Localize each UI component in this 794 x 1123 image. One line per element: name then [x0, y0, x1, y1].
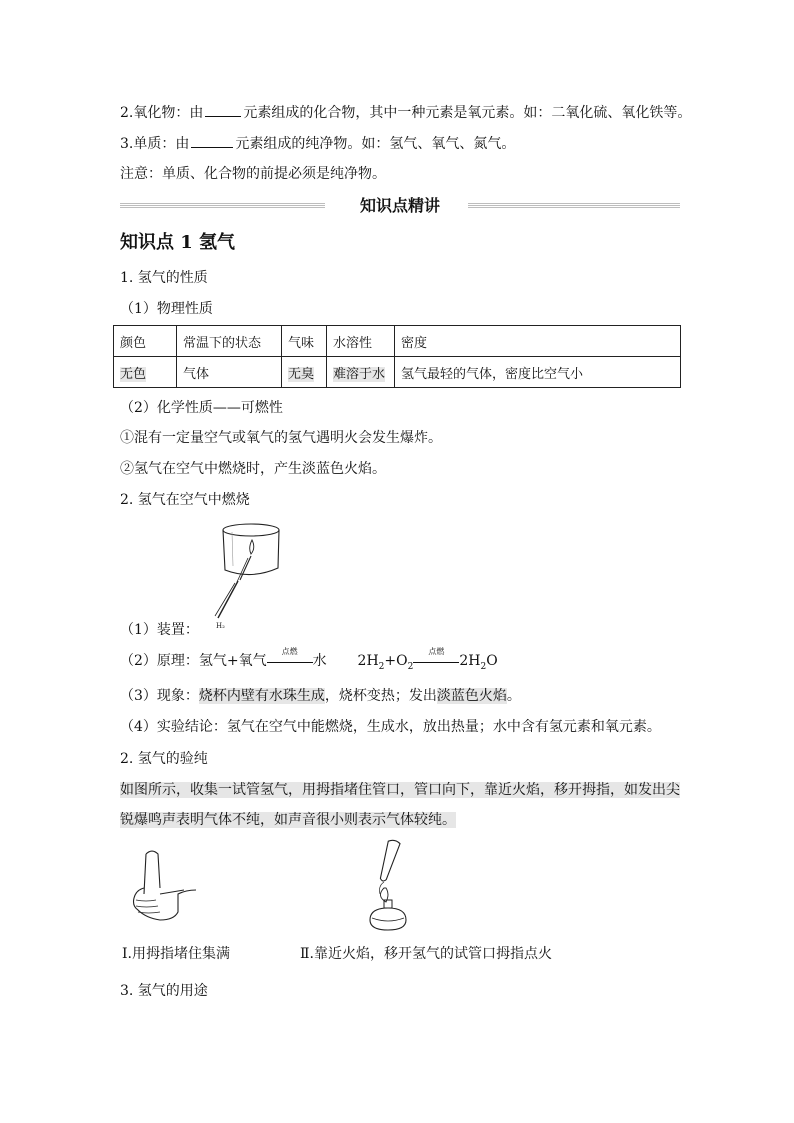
- table-cell: 氢气最轻的气体，密度比空气小: [395, 357, 681, 388]
- element-definition: 3.单质：由 元素组成的纯净物。如：氢气、氧气、氮气。: [120, 133, 515, 154]
- table-header-row: [114, 326, 681, 357]
- apparatus-line: （1）装置：: [120, 622, 199, 638]
- table-header-cell: 水溶性: [327, 326, 395, 357]
- uses-heading: 3. 氢气的用途: [120, 983, 208, 999]
- table-header-cell: 颜色: [114, 326, 177, 357]
- properties-heading: 1. 氢气的性质: [120, 270, 208, 286]
- beaker-hydrogen-flame-illustration: [196, 518, 286, 630]
- figure-caption-1: Ⅰ.用拇指堵住集满: [122, 946, 230, 962]
- thumb-test-tube-illustration: [126, 848, 198, 928]
- fill-blank: [205, 102, 241, 117]
- table-cell: 难溶于水: [327, 357, 395, 388]
- knowledge-point-title: 知识点 1 氢气: [120, 232, 236, 253]
- section-header: [120, 194, 680, 218]
- burning-heading: 2. 氢气在空气中燃烧: [120, 492, 250, 508]
- reaction-arrow: 点燃: [413, 651, 459, 665]
- chemical-properties-heading: （2）化学性质——可燃性: [120, 400, 283, 416]
- table-cell: 无色: [114, 357, 177, 388]
- chemical-equation: $2H_2+O_2$ 点燃 $2H_2O$: [357, 647, 498, 672]
- physical-properties-table: [113, 325, 681, 388]
- section-title: 知识点精讲: [359, 196, 440, 215]
- table-row: [114, 357, 681, 388]
- reaction-arrow: 点燃: [267, 651, 313, 665]
- figure-caption-2: Ⅱ.靠近火焰，移开氢气的试管口拇指点火: [300, 946, 552, 962]
- table-header-cell: 密度: [395, 326, 681, 357]
- oxide-definition: 2.氧化物：由 元素组成的化合物，其中一种元素是氧元素。如：二氧化硫、氧化铁等。: [120, 102, 691, 123]
- test-tube-alcohol-lamp-illustration: [356, 838, 420, 934]
- table-header-cell: 常温下的状态: [177, 326, 282, 357]
- phenomenon-line: （3）现象：烧杯内壁有水珠生成，烧杯变热；发出淡蓝色火焰。: [120, 688, 521, 704]
- fill-blank: [191, 133, 233, 148]
- table-header-cell: 气味: [282, 326, 327, 357]
- purity-heading: 2. 氢气的验纯: [120, 751, 208, 767]
- conclusion-line: （4）实验结论：氢气在空气中能燃烧，生成水，放出热量；水中含有氢元素和氧元素。: [120, 719, 661, 735]
- chemical-property-2: ②氢气在空气中燃烧时，产生淡蓝色火焰。: [120, 461, 386, 477]
- purity-paragraph: 如图所示，收集一试管氢气，用拇指堵住管口，管口向下，靠近火焰，移开拇指，如发出尖 锐爆鸣声表明气体不纯，如声音很小则表示气体较纯。: [120, 782, 680, 828]
- note-line: 注意：单质、化合物的前提必须是纯净物。: [120, 166, 386, 182]
- table-cell: 气体: [177, 357, 282, 388]
- hydrogen-label: H₂: [216, 622, 225, 630]
- physical-properties-heading: （1）物理性质: [120, 301, 213, 317]
- table-cell: 无臭: [282, 357, 327, 388]
- principle-line: （2）原理：氢气+氧气 点燃 水 $2H_2+O_2$ 点燃 $2H_2O$: [120, 647, 498, 672]
- chemical-property-1: ①混有一定量空气或氧气的氢气遇明火会发生爆炸。: [120, 430, 442, 446]
